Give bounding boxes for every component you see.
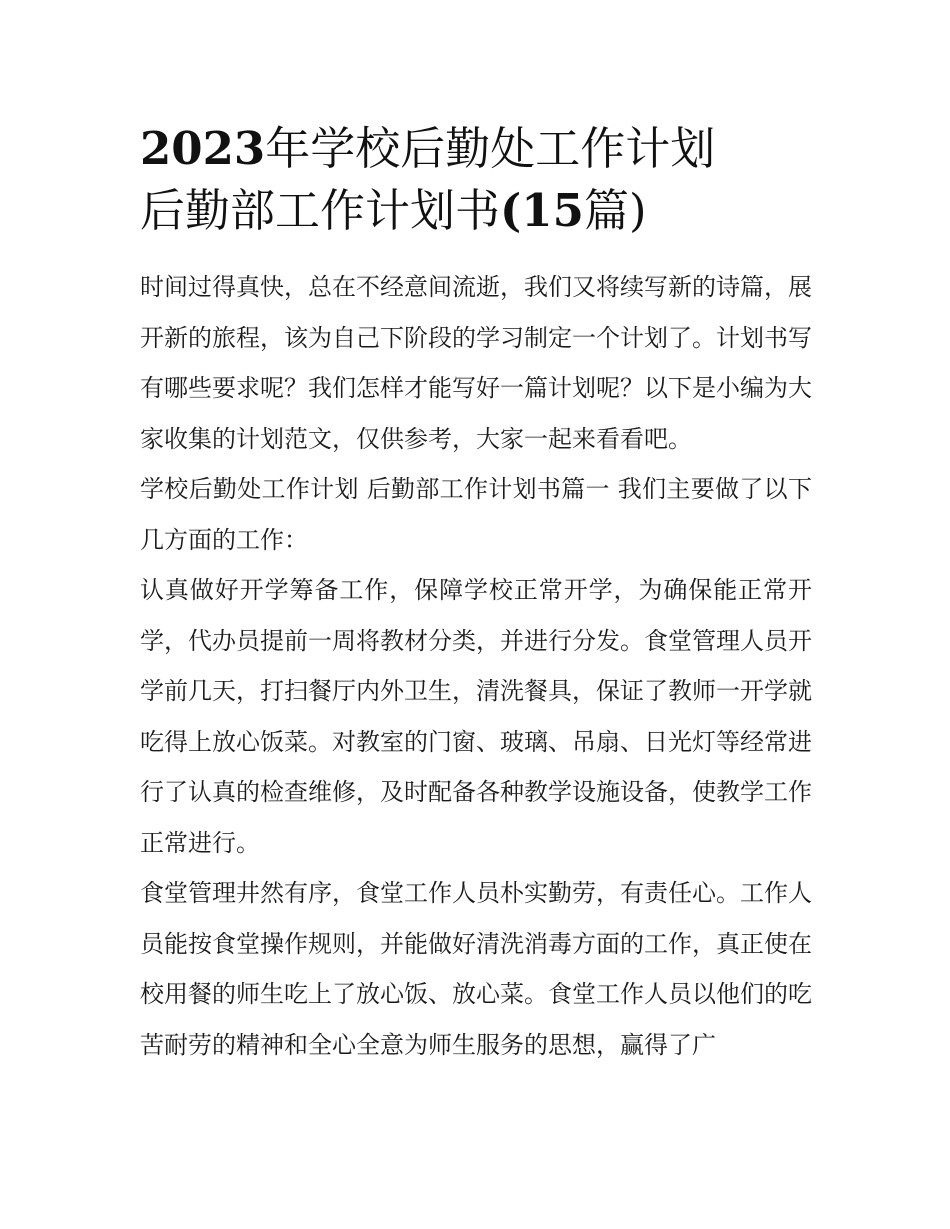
title-line-1 xyxy=(140,118,812,180)
title-line-2 xyxy=(140,180,812,242)
paragraph-intro: 时间过得真快，总在不经意间流逝，我们又将续写新的诗篇，展开新的旅程，该为自己下阶段的学习制定一个计划了。计划书写有哪些要求呢？我们怎样才能写好一篇计划呢？以下是小编为大家收集的计划范文，仅供参考，大家一起来看看吧。 xyxy=(140,273,812,453)
title-year: 2023 xyxy=(140,122,266,175)
title-line-2-end: 篇) xyxy=(583,184,647,237)
document-title xyxy=(140,118,812,242)
paragraph-opening-preparation: 认真做好开学筹备工作，保障学校正常开学，为确保能正常开学，代办员提前一周将教材分类，并进行分发。食堂管理人员开学前几天，打扫餐厅内外卫生，清洗餐具，保证了教师一开学就吃得上放心饭菜。对教室的门窗、玻璃、吊扇、日光灯等经常进行了认真的检查维修，及时配备各种教学设施设备，使教学工作正常进行。 xyxy=(140,576,812,857)
document-page xyxy=(140,118,812,1070)
document-body xyxy=(140,262,812,1070)
title-count: (15 xyxy=(500,184,584,237)
paragraph-section-heading: 学校后勤处工作计划 后勤部工作计划书篇一 我们主要做了以下几方面的工作： xyxy=(140,475,812,554)
paragraph-canteen-management: 食堂管理井然有序，食堂工作人员朴实勤劳，有责任心。工作人员能按食堂操作规则，并能做好清洗消毒方面的工作，真正使在校用餐的师生吃上了放心饭、放心菜。食堂工作人员以他们的吃苦耐劳的精神和全心全意为师生服务的思想，赢得了广 xyxy=(140,879,812,1059)
title-line-1-text: 年学校后勤处工作计划 xyxy=(265,122,716,175)
title-line-2-text: 后勤部工作计划书 xyxy=(140,184,501,237)
